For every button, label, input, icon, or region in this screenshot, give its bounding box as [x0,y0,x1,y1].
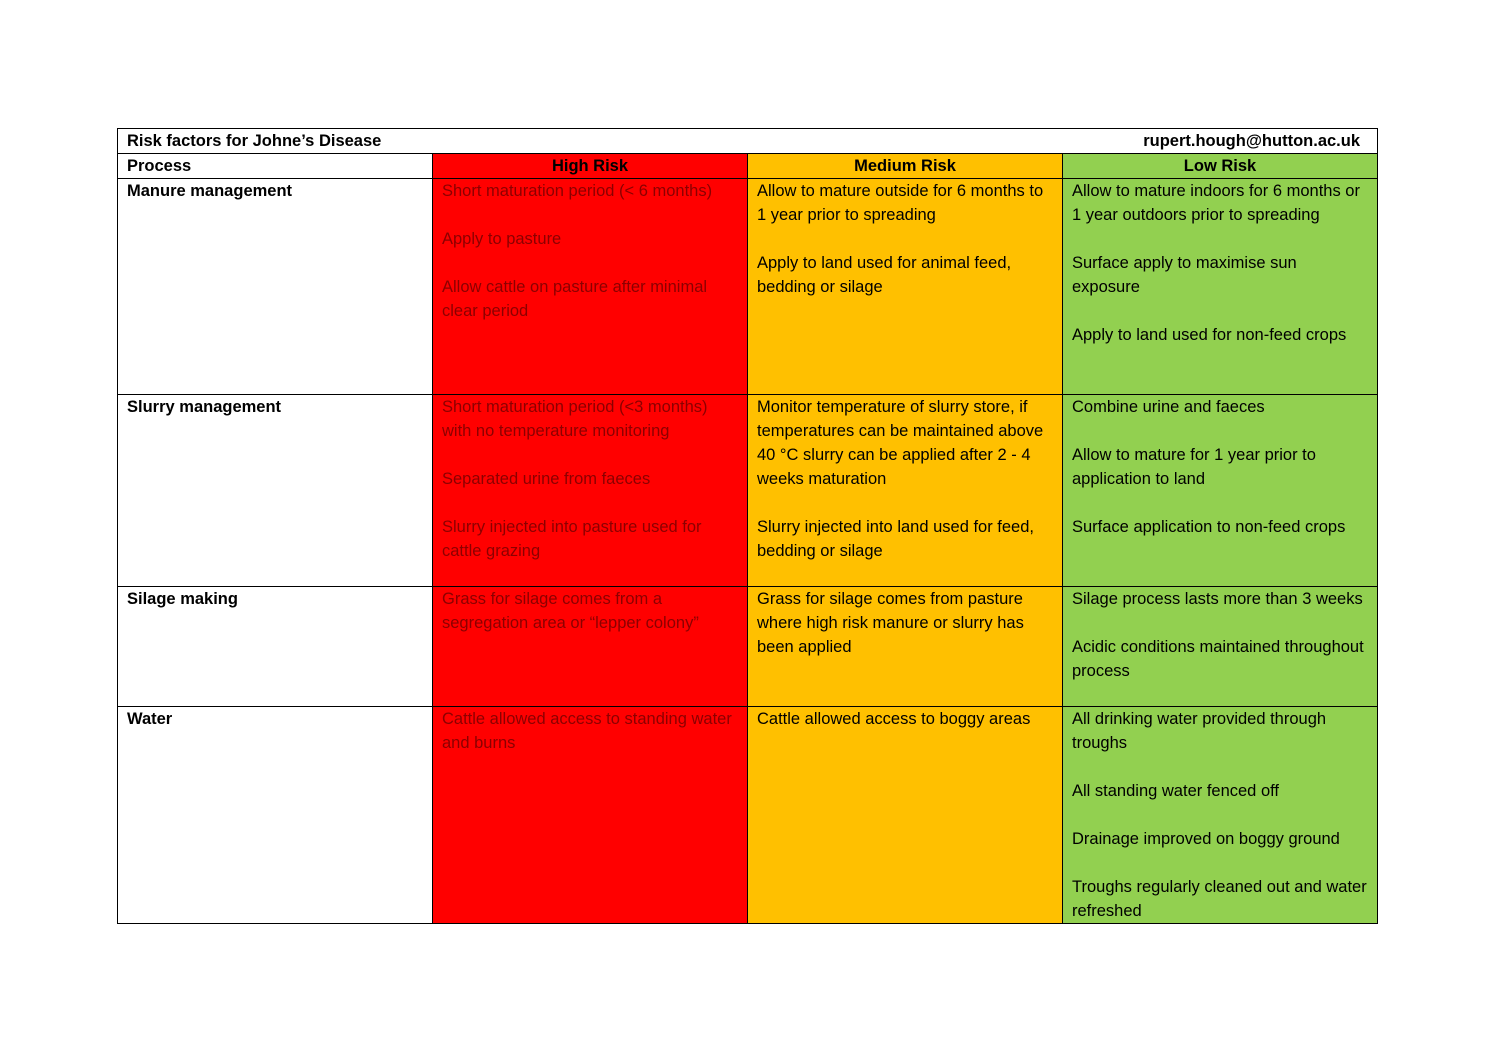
risk-item: Slurry injected into pasture used for cattle grazing [442,518,702,560]
risk-item: Allow cattle on pasture after minimal clear period [442,278,708,320]
risk-item: Drainage improved on boggy ground [1072,830,1340,848]
risk-factors-table [117,128,1378,924]
header-high-risk: High Risk [433,154,748,179]
risk-item: Monitor temperature of slurry store, if temperatures can be maintained above 40 °C slurry can be applied after 2 - 4 weeks maturation [757,398,1044,488]
risk-item: Acidic conditions maintained throughout process [1072,638,1364,680]
high-risk-cell [433,707,748,924]
medium-risk-cell [748,179,1063,395]
risk-item: Cattle allowed access to standing water and burns [442,710,732,752]
low-risk-cell [1063,395,1378,587]
document-title: Risk factors for Johne’s Disease [127,132,382,150]
risk-item: Surface application to non-feed crops [1072,518,1346,536]
process-name: Slurry management [118,395,433,587]
risk-item: All drinking water provided through troughs [1072,710,1327,752]
header-row [118,154,1378,179]
medium-risk-cell [748,395,1063,587]
risk-item: All standing water fenced off [1072,782,1279,800]
risk-item: Short maturation period (< 6 months) [442,182,713,200]
low-risk-cell [1063,707,1378,924]
header-medium-risk: Medium Risk [748,154,1063,179]
risk-item: Silage process lasts more than 3 weeks [1072,590,1363,608]
risk-item: Apply to land used for non-feed crops [1072,326,1347,344]
risk-item: Troughs regularly cleaned out and water refreshed [1072,878,1367,920]
risk-item: Cattle allowed access to boggy areas [757,710,1031,728]
process-name: Water [118,707,433,924]
risk-item: Apply to pasture [442,230,562,248]
risk-item: Apply to land used for animal feed, bedding or silage [757,254,1012,296]
risk-item: Combine urine and faeces [1072,398,1265,416]
medium-risk-cell [748,587,1063,707]
title-row [118,129,1378,154]
high-risk-cell [433,395,748,587]
table-row [118,179,1378,395]
table-row [118,587,1378,707]
process-name: Manure management [118,179,433,395]
header-process: Process [118,154,433,179]
high-risk-cell [433,587,748,707]
risk-item: Grass for silage comes from pasture where high risk manure or slurry has been applied [757,590,1024,656]
risk-item: Allow to mature indoors for 6 months or 1 year outdoors prior to spreading [1072,182,1360,224]
process-name: Silage making [118,587,433,707]
header-low-risk: Low Risk [1063,154,1378,179]
risk-item: Slurry injected into land used for feed, bedding or silage [757,518,1034,560]
medium-risk-cell [748,707,1063,924]
risk-item: Separated urine from faeces [442,470,651,488]
table-row [118,395,1378,587]
title-cell [118,129,1378,154]
table-row [118,707,1378,924]
risk-item: Allow to mature for 1 year prior to application to land [1072,446,1316,488]
low-risk-cell [1063,179,1378,395]
risk-item: Short maturation period (<3 months) with no temperature monitoring [442,398,708,440]
high-risk-cell [433,179,748,395]
low-risk-cell [1063,587,1378,707]
risk-item: Surface apply to maximise sun exposure [1072,254,1297,296]
risk-item: Allow to mature outside for 6 months to 1 year prior to spreading [757,182,1044,224]
contact-email: rupert.hough@hutton.ac.uk [1143,132,1361,150]
risk-item: Grass for silage comes from a segregation area or “lepper colony” [442,590,699,632]
